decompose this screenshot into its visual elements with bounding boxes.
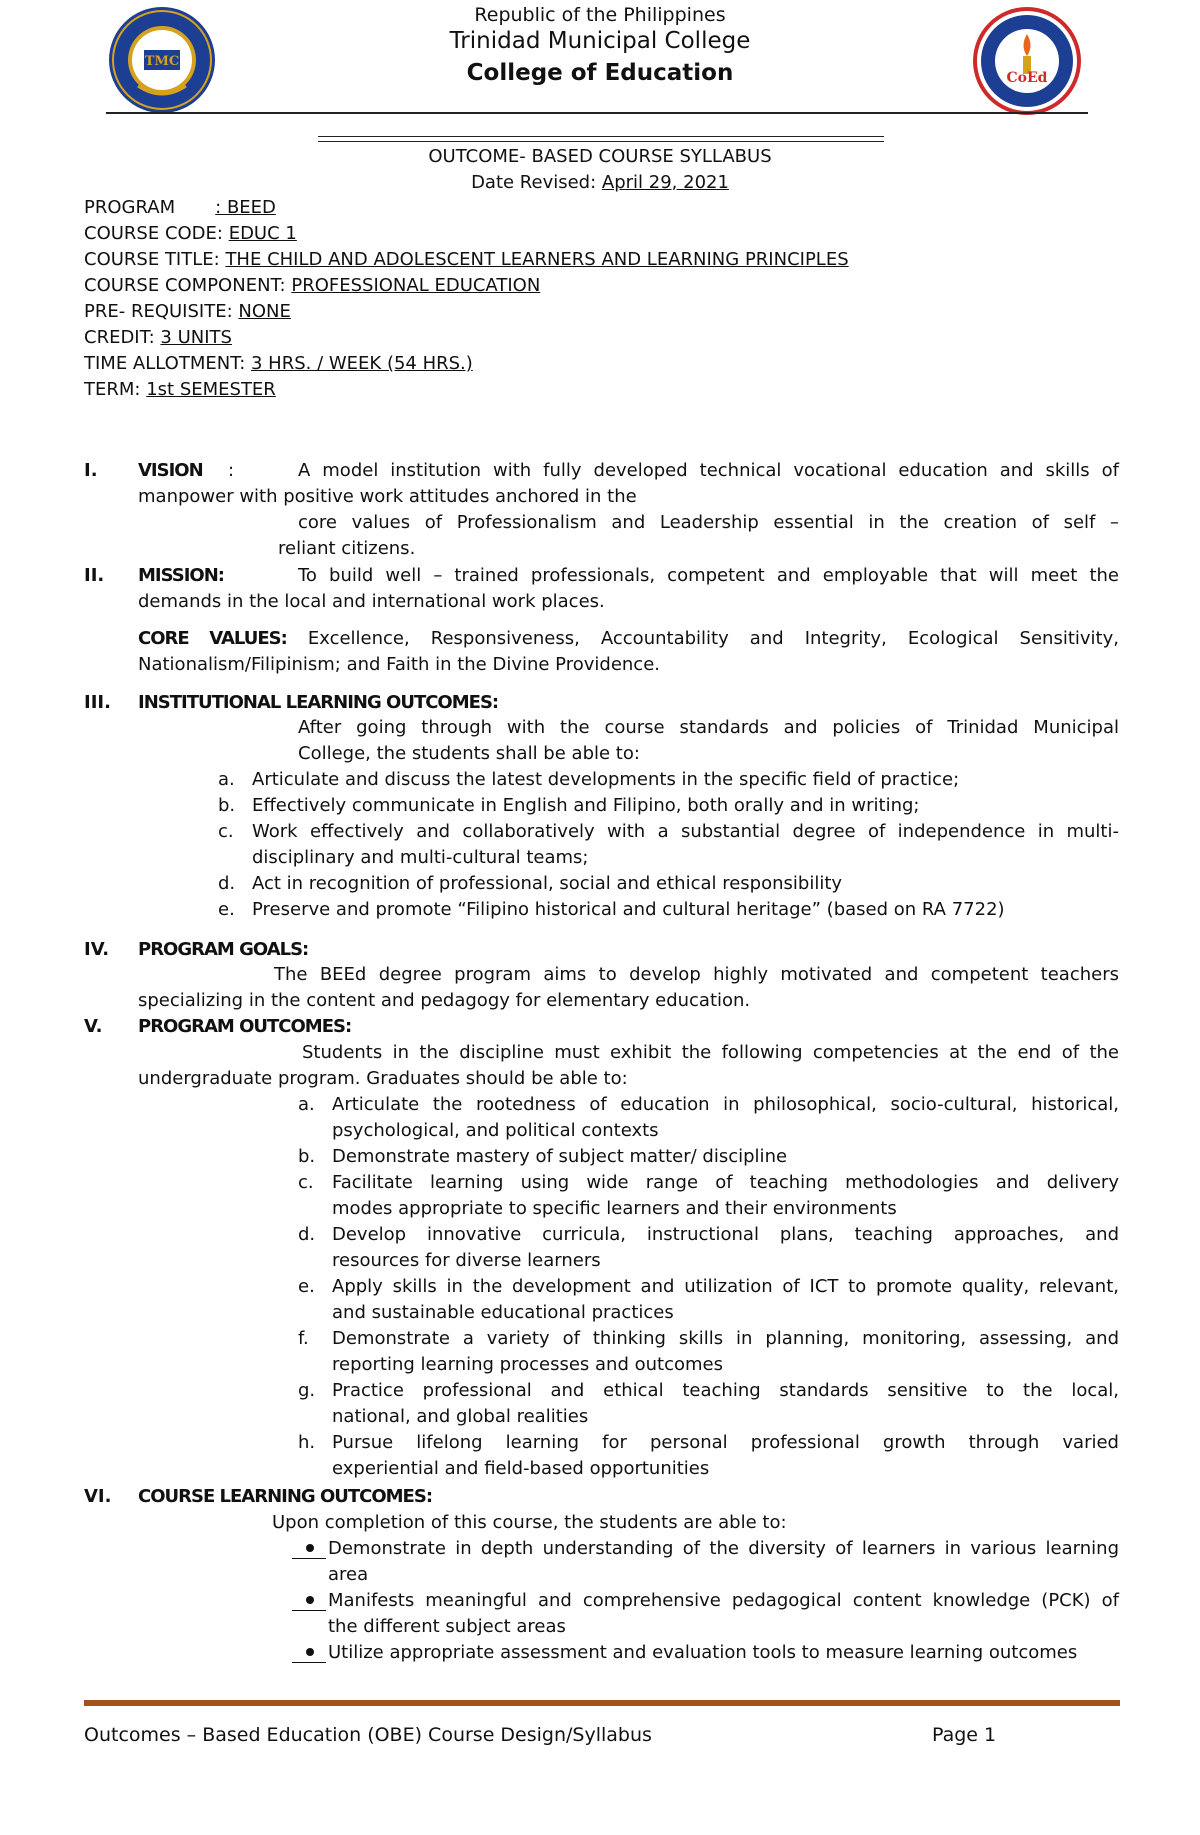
core-values-line: Nationalism/Filipinism; and Faith in the Divine Providence.: [138, 654, 660, 675]
ilo-item-letter: d.: [218, 873, 236, 894]
ilo-item-letter: c.: [218, 821, 234, 842]
outcomes-number: V.: [84, 1016, 103, 1037]
footer-left-text: Outcomes – Based Education (OBE) Course Design/Syllabus: [84, 1724, 652, 1746]
clo-bullet-icon: [292, 1640, 326, 1666]
ilo-heading: INSTITUTIONAL LEARNING OUTCOMES:: [138, 692, 499, 713]
title-rule-bottom: [318, 141, 884, 142]
course-info-row: [84, 247, 849, 273]
clo-item: Utilize appropriate assessment and evaluation tools to measure learning outcomes: [328, 1642, 1078, 1663]
outcome-letter: h.: [298, 1432, 316, 1453]
clo-heading: COURSE LEARNING OUTCOMES:: [138, 1486, 433, 1507]
core-values-heading: CORE VALUES:: [138, 628, 287, 649]
outcome-item: psychological, and political contexts: [332, 1120, 659, 1141]
outcome-letter: d.: [298, 1224, 316, 1245]
ilo-intro: College, the students shall be able to:: [298, 743, 640, 764]
info-label: CREDIT:: [84, 327, 161, 348]
header-rule: [106, 112, 1088, 114]
clo-item: area: [328, 1564, 369, 1585]
info-value: PROFESSIONAL EDUCATION: [291, 275, 541, 296]
title-rule-top: [318, 136, 884, 137]
outcome-letter: a.: [298, 1094, 315, 1115]
ilo-intro: After going through with the course standards and policies of Trinidad Municipal: [298, 717, 1119, 738]
outcome-letter: b.: [298, 1146, 316, 1167]
course-info-row: [84, 325, 232, 351]
clo-bullet-icon: [292, 1536, 326, 1562]
clo-number: VI.: [84, 1486, 112, 1507]
vision-line: manpower with positive work attitudes anchored in the: [138, 486, 637, 507]
republic-line: Republic of the Philippines: [474, 4, 726, 26]
outcome-item: experiential and field-based opportunities: [332, 1458, 710, 1479]
info-label: COURSE COMPONENT:: [84, 275, 292, 296]
ilo-item: disciplinary and multi-cultural teams;: [252, 847, 589, 868]
ilo-number: III.: [84, 692, 111, 713]
outcome-item: Apply skills in the development and utilization of ICT to promote quality, relevant,: [332, 1276, 1119, 1297]
syllabus-title: OUTCOME- BASED COURSE SYLLABUS: [428, 146, 772, 167]
outcome-item: national, and global realities: [332, 1406, 589, 1427]
clo-item: Manifests meaningful and comprehensive pedagogical content knowledge (PCK) of: [328, 1590, 1119, 1611]
outcome-letter: c.: [298, 1172, 314, 1193]
vision-number: I.: [84, 460, 98, 481]
ilo-item: Articulate and discuss the latest developments in the specific field of practice;: [252, 769, 960, 790]
info-value: 1st SEMESTER: [146, 379, 276, 400]
vision-line: A model institution with fully developed technical vocational education and skills of: [298, 460, 1119, 481]
course-info-row: [84, 221, 297, 247]
goals-number: IV.: [84, 939, 110, 960]
outcome-item: Facilitate learning using wide range of teaching methodologies and delivery: [332, 1172, 1119, 1193]
outcomes-intro: Students in the discipline must exhibit the following competencies at the end of the: [302, 1042, 1119, 1063]
outcomes-intro: undergraduate program. Graduates should be able to:: [138, 1068, 628, 1089]
outcome-item: resources for diverse learners: [332, 1250, 601, 1271]
outcome-item: Articulate the rootedness of education in philosophical, socio-cultural, historical,: [332, 1094, 1119, 1115]
ilo-item: Work effectively and collaboratively with a substantial degree of independence in multi-: [252, 821, 1119, 842]
ilo-item-letter: a.: [218, 769, 235, 790]
outcome-item: modes appropriate to specific learners and their environments: [332, 1198, 897, 1219]
course-info-row: [84, 195, 276, 221]
vision-colon: :: [228, 460, 235, 481]
mission-number: II.: [84, 565, 105, 586]
goals-heading: PROGRAM GOALS:: [138, 939, 309, 960]
course-info-row: [84, 351, 473, 377]
info-value: : BEED: [215, 197, 276, 218]
footer-page-number: Page 1: [932, 1724, 997, 1746]
mission-line: To build well – trained professionals, competent and employable that will meet the: [298, 565, 1119, 586]
info-value: NONE: [238, 301, 291, 322]
core-values-line: [138, 626, 1119, 652]
outcome-item: and sustainable educational practices: [332, 1302, 674, 1323]
outcome-item: Develop innovative curricula, instructional plans, teaching approaches, and: [332, 1224, 1119, 1245]
info-label: TERM:: [84, 379, 147, 400]
svg-text:TMC: TMC: [144, 54, 180, 69]
outcome-item: Practice professional and ethical teaching standards sensitive to the local,: [332, 1380, 1119, 1401]
outcome-letter: e.: [298, 1276, 315, 1297]
ilo-item-letter: b.: [218, 795, 236, 816]
ilo-item: Preserve and promote “Filipino historical and cultural heritage” (based on RA 7722): [252, 899, 1005, 920]
outcome-item: Pursue lifelong learning for personal professional growth through varied: [332, 1432, 1119, 1453]
date-revised: [0, 170, 1200, 196]
college-name: Trinidad Municipal College: [449, 28, 751, 54]
ilo-item: Act in recognition of professional, social and ethical responsibility: [252, 873, 843, 894]
clo-intro: Upon completion of this course, the students are able to:: [272, 1512, 787, 1533]
footer-rule: [84, 1700, 1120, 1706]
department-name: College of Education: [466, 60, 734, 86]
svg-text:CoEd: CoEd: [1006, 70, 1048, 86]
clo-bullet-icon: [292, 1588, 326, 1614]
goals-line: The BEEd degree program aims to develop highly motivated and competent teachers: [274, 964, 1119, 985]
course-info-row: [84, 299, 291, 325]
info-value: THE CHILD AND ADOLESCENT LEARNERS AND LEARNING PRINCIPLES: [225, 249, 849, 270]
mission-heading: MISSION:: [138, 565, 224, 586]
ilo-item: Effectively communicate in English and Filipino, both orally and in writing;: [252, 795, 920, 816]
date-value: April 29, 2021: [601, 172, 729, 193]
ilo-item-letter: e.: [218, 899, 235, 920]
date-label: Date Revised:: [471, 172, 602, 193]
info-label: COURSE CODE:: [84, 223, 229, 244]
course-info-row: [84, 377, 276, 403]
outcome-item: Demonstrate a variety of thinking skills in planning, monitoring, assessing, and: [332, 1328, 1119, 1349]
info-value: EDUC 1: [228, 223, 297, 244]
info-label: COURSE TITLE:: [84, 249, 226, 270]
course-info-row: [84, 273, 540, 299]
vision-heading: VISION: [138, 460, 203, 481]
info-label: TIME ALLOTMENT:: [84, 353, 251, 374]
mission-line: demands in the local and international work places.: [138, 591, 605, 612]
info-label: PROGRAM: [84, 197, 216, 218]
vision-line: reliant citizens.: [278, 538, 416, 559]
clo-item: Demonstrate in depth understanding of the diversity of learners in various learning: [328, 1538, 1119, 1559]
vision-line: core values of Professionalism and Leadership essential in the creation of self –: [298, 512, 1119, 533]
outcomes-heading: PROGRAM OUTCOMES:: [138, 1016, 352, 1037]
core-values-text: Excellence, Responsiveness, Accountability and Integrity, Ecological Sensitivity,: [286, 628, 1119, 649]
outcome-item: Demonstrate mastery of subject matter/ discipline: [332, 1146, 788, 1167]
clo-item: the different subject areas: [328, 1616, 566, 1637]
info-value: 3 HRS. / WEEK (54 HRS.): [251, 353, 473, 374]
outcome-item: reporting learning processes and outcomes: [332, 1354, 723, 1375]
outcome-letter: g.: [298, 1380, 316, 1401]
info-label: PRE- REQUISITE:: [84, 301, 239, 322]
goals-line: specializing in the content and pedagogy for elementary education.: [138, 990, 751, 1011]
info-value: 3 UNITS: [160, 327, 232, 348]
outcome-letter: f.: [298, 1328, 309, 1349]
